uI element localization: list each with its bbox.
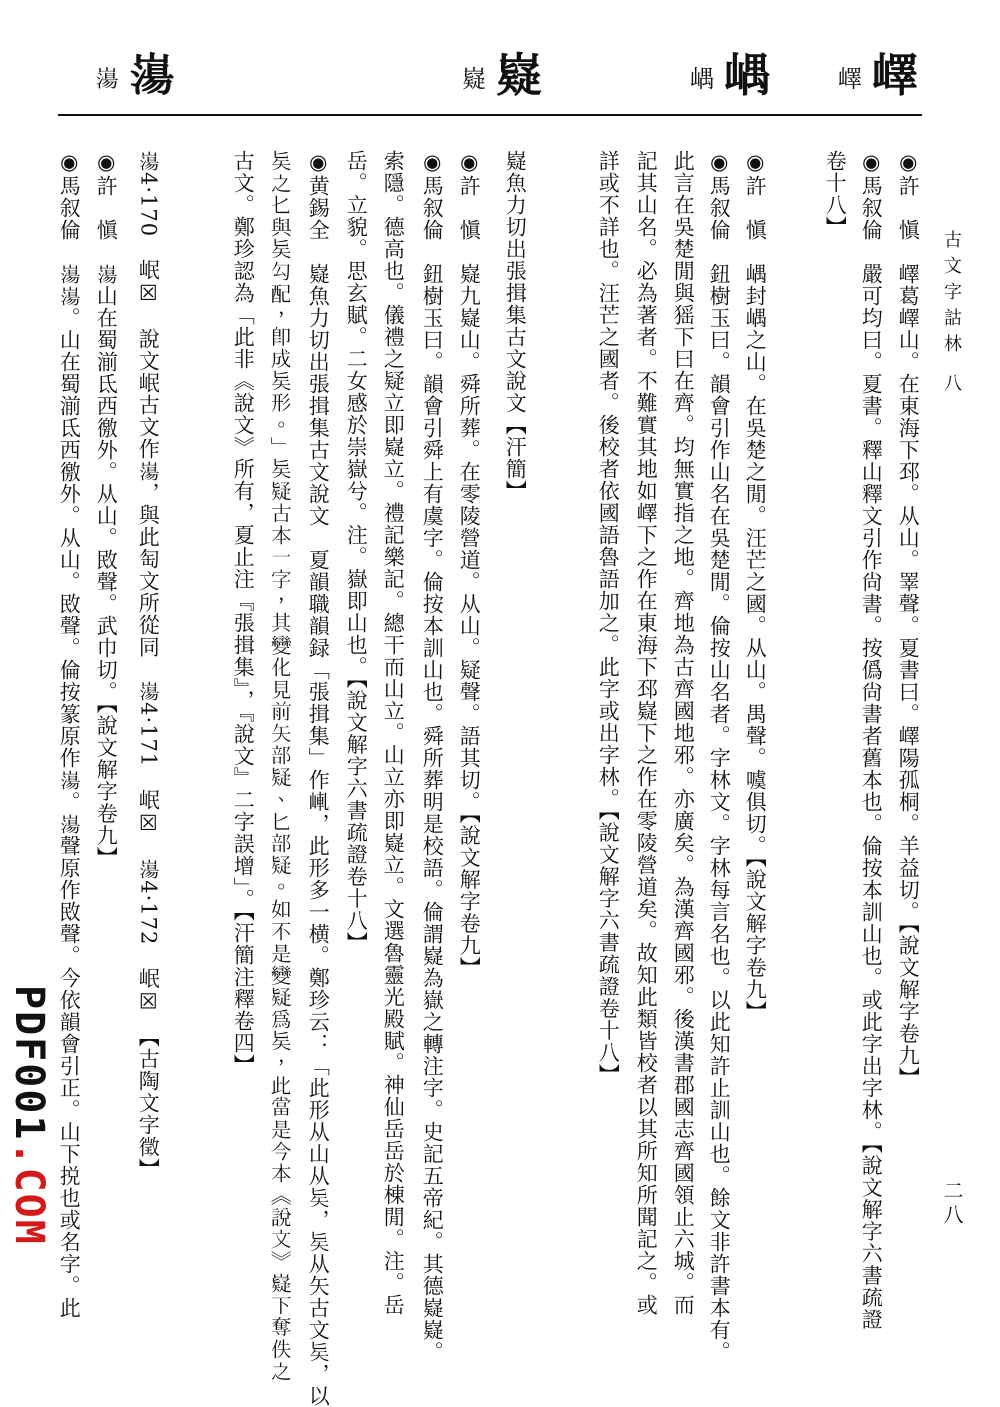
watermark — [6, 985, 52, 1246]
text-column: 記其山名。必為著者。不難實其地如嶧下之作在東海下邳嶷下之作在零陵營道矣。故知此類皆校者以其所知所聞記之。或 — [634, 150, 659, 1316]
text-column: 𡼍4·170 岷☒ 說文岷古文作𡼍，與此匋文所從同 𡼍4·171 岷☒ 𡼍4·172 岷☒ 【古陶文字徵】 — [136, 150, 161, 1180]
header-char-3: 嶷 — [496, 48, 542, 102]
header-rule — [58, 114, 922, 116]
header-char-2: 嵎 — [724, 48, 770, 102]
header-entry-4 — [95, 48, 175, 102]
sidebar-title: 古文字詁林 八 — [941, 230, 962, 400]
header-entry-2 — [690, 48, 770, 102]
text-column: 索隱。德高也。儀禮之疑立即嶷立。禮記樂記。總干而山立。山立亦即嶷立。文選魯靈光殿賦。神仙岳岳於棟閒。注。岳 — [381, 150, 406, 1316]
text-column: ◉許 愼 𡼍山在蜀湔氐西徼外。从山。敃聲。武巾切。【說文解字卷九】 — [94, 150, 119, 869]
text-column: 卷十八】 — [823, 150, 848, 238]
page-number: 二八 — [940, 1180, 964, 1228]
text-column: ◉許 愼 嶷九嶷山。舜所葬。在零陵營道。从山。疑聲。語其切。【說文解字卷九】 — [457, 150, 482, 979]
text-column: ◉馬叙倫 鈕樹玉曰。韻會引作山名在吳楚閒。倫按山名者。字林文。字林每言名也。以此知許止訓山也。餘文非許書本有。 — [707, 150, 732, 1363]
text-column: 古文。鄭珍認為「此非《說文》所有，夏止注『張揖集』，『說文』二字誤增」。【汗簡注釋卷四】 — [231, 150, 256, 1076]
text-column: ◉許 愼 嵎封嵎之山。在吳楚之閒。汪芒之國。从山。禺聲。噳俱切。【說文解字卷九】 — [743, 150, 768, 1023]
text-column: 𠤕之𠤎與𠤕勾配，即成𠤕形。」𠤕疑古本一字，其變化見前矢部疑、匕部疑。如不是變疑為𠤕，此當是今本《說文》嶷下奪佚之 — [268, 150, 293, 1382]
text-column: 詳或不詳也。汪芒之國者。後校者依國語魯語加之。此字或出字林。【說文解字六書疏證卷十八】 — [596, 150, 621, 1086]
text-column: ◉馬叙倫 嚴可均曰。夏書。釋山釋文引作尙書。按僞尙書者舊本也。倫按本訓山也。或此字出字林。【說文解字六書疏證 — [859, 150, 884, 1331]
text-column: ◉許 愼 嶧葛嶧山。在東海下邳。从山。睪聲。夏書曰。嶧陽孤桐。羊益切。【說文解字卷九】 — [896, 150, 921, 1089]
header-seal-1: 嶧 — [838, 65, 862, 93]
text-column: 此言在吳楚閒與猺下曰在齊。均無實指之地。齊地為古齊國地邪。亦廣矣。為漢齊國邪。後漢書郡國志齊國領止六城。而 — [671, 150, 696, 1316]
header-char-4: 𡼍 — [129, 48, 175, 102]
watermark-part1: PDF001 — [6, 985, 52, 1142]
text-column: ◉黄錫全 嶷魚力切出張揖集古文說文 夏韻職韻録「張揖集」作𡸗，此形多一横。鄭珍云：「此形从山从𠤕，𠤕从矢古文𠤕，以 — [306, 150, 331, 1407]
header-entry-1 — [838, 48, 918, 102]
header-seal-3: 嶷 — [462, 65, 486, 93]
text-column: 岳。立貌。思玄賦。二女感於崇嶽兮。注。嶽即山也。【說文解字六書疏證卷十八】 — [344, 150, 369, 954]
text-column: ◉馬叙倫 鈕樹玉曰。韻會引舜上有虞字。倫按本訓山也。舜所葬明是校語。倫謂嶷為嶽之轉注字。史記五帝紀。其德嶷嶷。 — [420, 150, 445, 1363]
text-column: ◉馬叙倫 𡼍𡼍。山在蜀湔氐西徼外。从山。敃聲。倫按篆原作𡼍。𡼍聲原作敃聲。今依韻會引正。山下捝也或名字。此 — [57, 150, 82, 1319]
header-seal-2: 嵎 — [690, 65, 714, 93]
header-char-1: 嶧 — [872, 48, 918, 102]
text-column: 嶷魚力切出張揖集古文說文【汗簡】 — [503, 150, 528, 502]
header-entry-3 — [462, 48, 542, 102]
header-seal-4: 𡼍 — [95, 65, 119, 93]
watermark-part2: .COM — [6, 1141, 52, 1246]
